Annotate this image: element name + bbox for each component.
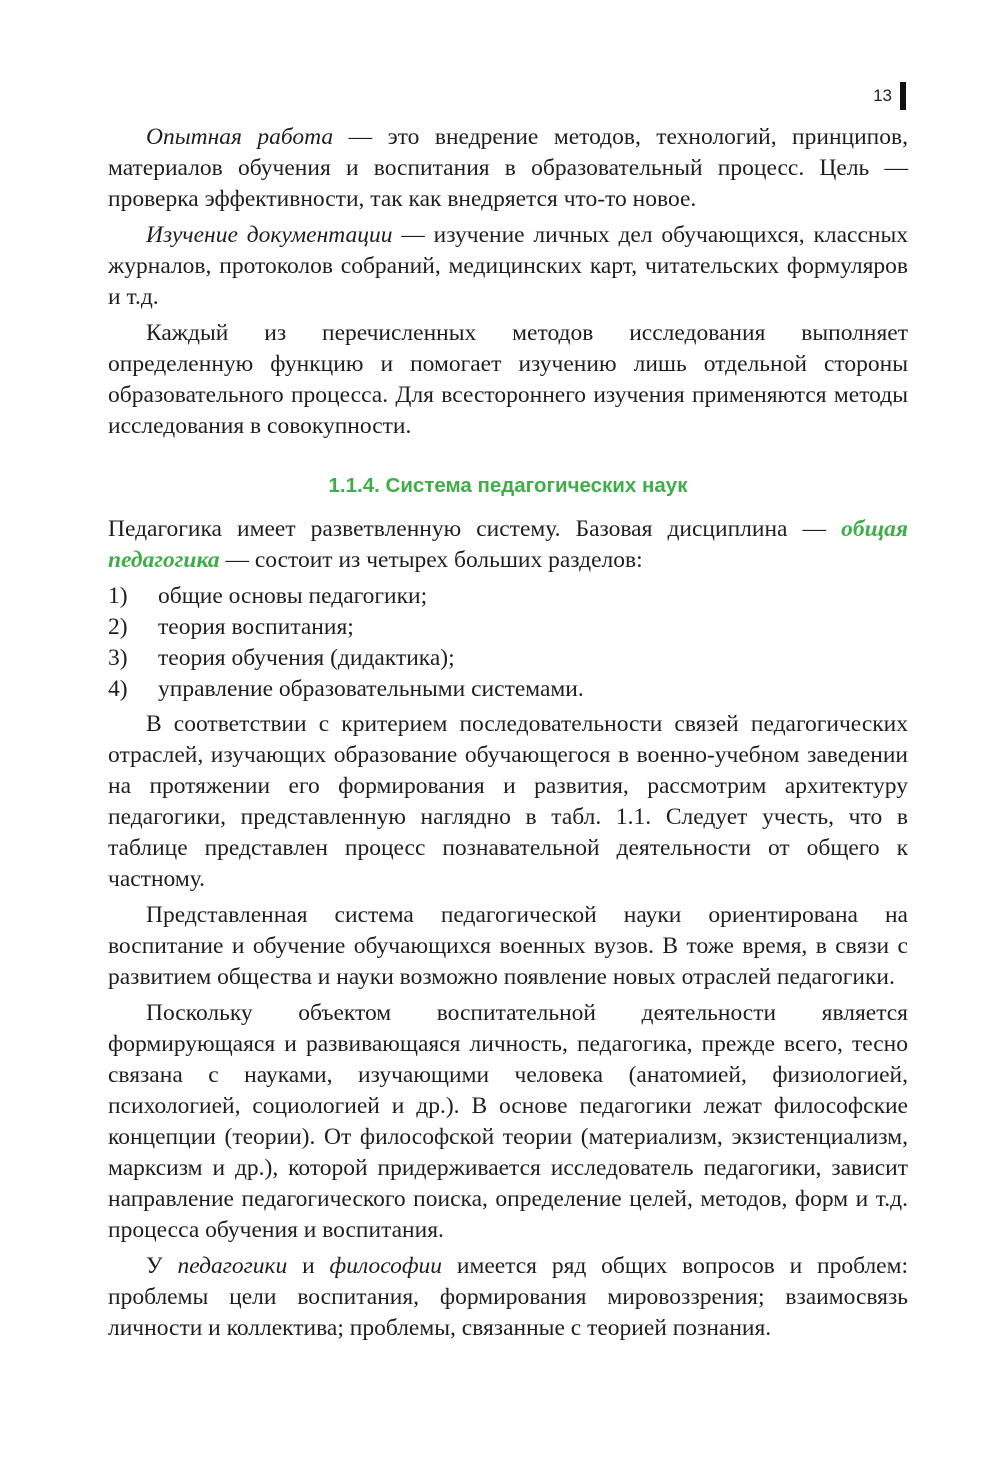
paragraph-text: — изучение личных дел обучающихся, классных журналов, протоколов собраний, медицинских карт, читательских формуляров и т.д. [108, 222, 908, 310]
section-heading: 1.1.4. Система педагогических наук [328, 474, 688, 497]
page-marker-bar [900, 82, 906, 110]
intro-text-end: — состоит из четырех больших разделов: [219, 547, 643, 573]
paragraph-text: — это внедрение методов, технологий, принципов, материалов обучения и воспитания в образовательный процесс. Цель — проверка эффективности, так как внедряется что-то новое. [108, 124, 908, 212]
list-item [108, 581, 908, 612]
list-item-number: 3) [108, 645, 128, 671]
paragraph-experimental-work [108, 122, 908, 215]
paragraph-methods-summary: Каждый из перечисленных методов исследования выполняет определенную функцию и помогает изучению лишь отдельной стороны образовательного процесса. Для всестороннего изучения применяются методы исследования в совокупности. [108, 320, 908, 439]
term-experimental-work: Опытная работа [146, 124, 334, 150]
paragraph-text: и [287, 1253, 330, 1279]
paragraph-architecture: В соответствии с критерием последовательности связей педагогических отраслей, изучающих образование обучающегося в военно-учебном заведении на протяжении его формирования и развития, рассмотрим архитектуру педагогики, представленную наглядно в табл. 1.1. Следует учесть, что в таблице представлен процесс познавательной деятельности от общего к частному. [108, 711, 908, 892]
paragraph-system-orientation: Представленная система педагогической науки ориентирована на воспитание и обучение обучающихся военных вузов. В тоже время, в связи с развитием общества и науки возможно появление новых отраслей педагогики. [108, 902, 908, 990]
list-item-text: теория воспитания; [158, 614, 354, 640]
sections-list [108, 581, 908, 705]
term-pedagogy: педагогики [177, 1253, 288, 1279]
page-number-text: 13 [873, 86, 892, 105]
list-item [108, 674, 908, 705]
term-philosophy: философии [329, 1253, 443, 1279]
paragraph-text: У [146, 1253, 178, 1279]
paragraph-documentation-study [108, 220, 908, 313]
term-general-pedagogy: общая педагогика [108, 516, 909, 573]
intro-text: Педагогика имеет разветвленную систему. Базовая дисциплина — [108, 516, 827, 542]
paragraph-philosophy [108, 1251, 908, 1344]
paragraph-related-sciences: Поскольку объектом воспитательной деятельности является формирующаяся и развивающаяся личность, педагогика, прежде всего, тесно связана с науками, изучающими человека (анатомией, физиологией, психологией, социологией и др.). В основе педагогики лежат философские концепции (теории). От философской теории (материализм, экзистенциализм, марксизм и др.), которой придерживается исследователь педагогики, зависит направление педагогического поиска, определение целей, методов, форм и т.д. процесса обучения и воспитания. [108, 1000, 908, 1243]
page-number [873, 82, 906, 110]
list-item [108, 612, 908, 643]
list-item-text: управление образовательными системами. [158, 676, 584, 702]
list-item-number: 4) [108, 676, 128, 702]
list-item-text: теория обучения (дидактика); [158, 645, 455, 671]
page-content [108, 122, 908, 1349]
paragraph-text: имеется ряд общих вопросов и проблем: проблемы цели воспитания, формирования мировоззрения; взаимосвязь личности и коллектива; проблемы, связанные с теорией познания. [108, 1253, 909, 1341]
list-item-number: 2) [108, 614, 128, 640]
list-item-number: 1) [108, 583, 128, 609]
list-item [108, 643, 908, 674]
paragraph-section-intro [108, 514, 908, 576]
list-item-text: общие основы педагогики; [158, 583, 428, 609]
term-documentation-study: Изучение документации [146, 222, 393, 248]
